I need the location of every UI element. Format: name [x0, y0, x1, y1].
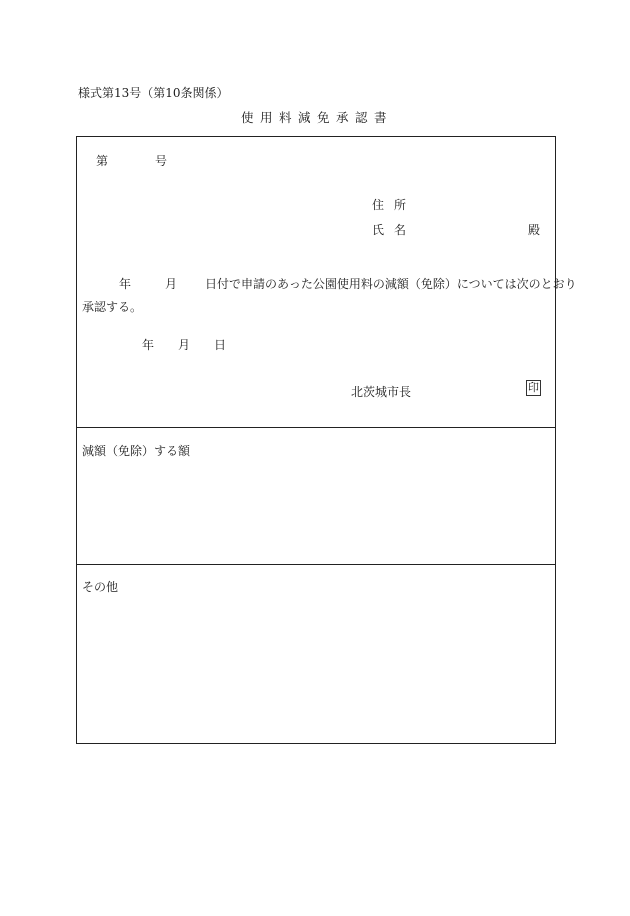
document-title: 使用料減免承認書 — [241, 110, 394, 125]
approval-day-label: 日 — [214, 338, 227, 352]
approval-text-line-2: 承認する。 — [82, 300, 143, 314]
approval-date — [142, 336, 226, 353]
reduction-amount-label: 減額（免除）する額 — [82, 444, 191, 458]
form-frame — [76, 136, 577, 744]
seal-stamp-box: 印 — [528, 381, 539, 394]
section-divider-2 — [77, 564, 555, 565]
document-number-prefix: 第 — [96, 154, 109, 168]
address-label: 住所 — [372, 198, 417, 212]
section-divider-1 — [77, 427, 555, 428]
application-year-label: 年 — [119, 277, 132, 291]
application-month-label: 月 — [165, 277, 178, 291]
other-section-label: その他 — [82, 580, 119, 594]
form-number-label: 様式第13号（第10条関係） — [78, 86, 229, 100]
document-number-suffix: 号 — [155, 154, 168, 168]
approval-text-body: 日付で申請のあった公園使用料の減額（免除）については次のとおり — [205, 277, 577, 291]
approval-year-label: 年 — [142, 338, 155, 352]
approval-text-line-1 — [119, 275, 577, 292]
name-label: 氏名 — [372, 223, 417, 237]
approval-month-label: 月 — [178, 338, 191, 352]
issuer-title: 北茨城市長 — [351, 385, 412, 399]
honorific-dono: 殿 — [528, 223, 541, 237]
